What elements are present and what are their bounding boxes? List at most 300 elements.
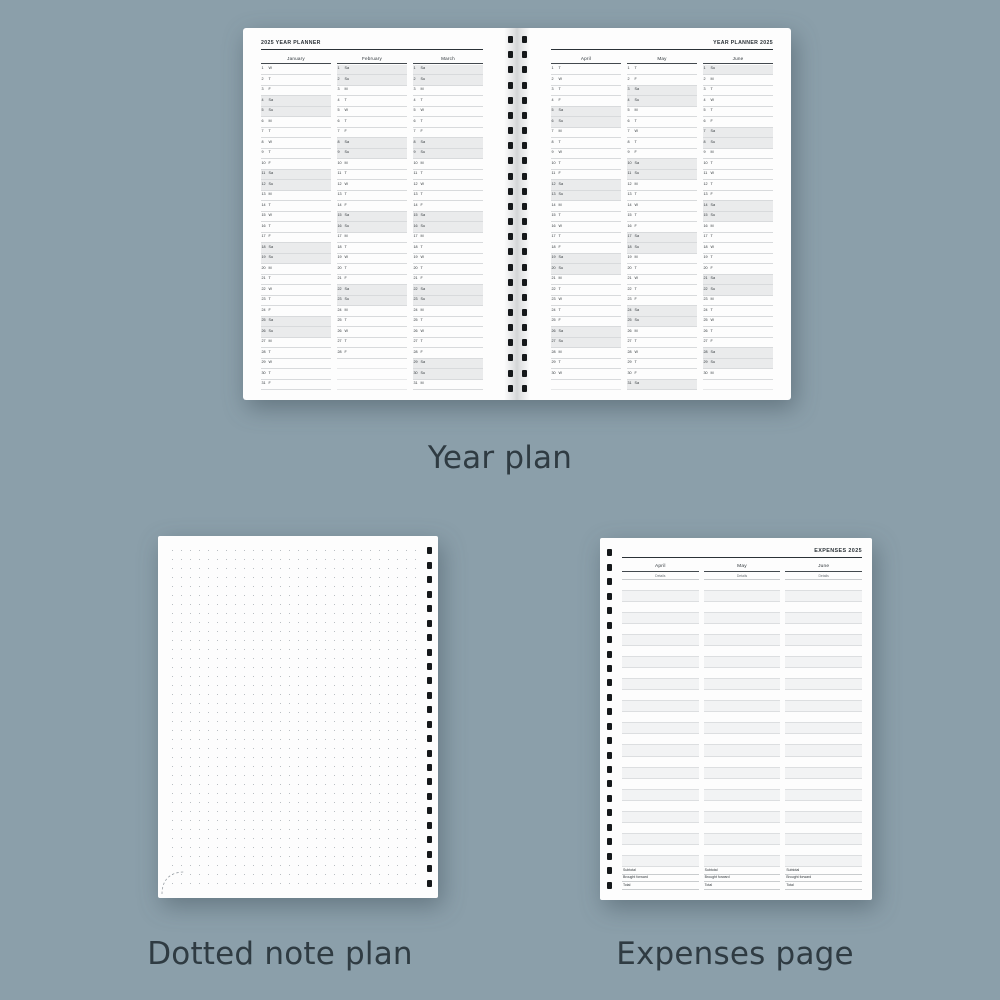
day-row[interactable] [703, 275, 773, 286]
day-number: 27 [413, 339, 418, 344]
day-row[interactable] [337, 348, 407, 359]
day-row[interactable] [627, 86, 697, 97]
expenses-entry-line[interactable] [704, 845, 781, 856]
day-row[interactable] [627, 359, 697, 370]
day-row[interactable] [337, 138, 407, 149]
day-row[interactable] [703, 117, 773, 128]
day-weekday: T [558, 139, 561, 144]
expenses-entry-line[interactable] [622, 668, 699, 679]
day-number: 11 [337, 171, 342, 176]
expenses-entry-line[interactable] [704, 657, 781, 668]
day-row[interactable] [551, 96, 621, 107]
day-row[interactable] [703, 243, 773, 254]
expenses-totals [622, 867, 699, 890]
expenses-entry-line[interactable] [704, 801, 781, 812]
day-row[interactable] [337, 86, 407, 97]
expenses-entry-line[interactable] [785, 580, 862, 591]
expenses-entry-line[interactable] [622, 635, 699, 646]
day-row[interactable] [337, 233, 407, 244]
day-row[interactable] [627, 96, 697, 107]
day-row[interactable] [627, 149, 697, 160]
day-row[interactable] [551, 254, 621, 265]
day-row[interactable] [551, 180, 621, 191]
binding-ring [522, 279, 527, 286]
day-row[interactable] [703, 306, 773, 317]
expenses-entry-line[interactable] [622, 580, 699, 591]
day-row[interactable] [413, 128, 483, 139]
day-row[interactable] [413, 222, 483, 233]
expenses-entry-line[interactable] [785, 668, 862, 679]
day-row[interactable] [551, 359, 621, 370]
expenses-entry-line[interactable] [622, 757, 699, 768]
day-row[interactable] [703, 138, 773, 149]
day-row[interactable] [703, 348, 773, 359]
day-row[interactable] [703, 107, 773, 118]
day-row[interactable] [627, 159, 697, 170]
day-row[interactable] [627, 180, 697, 191]
day-row[interactable] [413, 191, 483, 202]
day-row[interactable] [627, 191, 697, 202]
day-row[interactable] [261, 348, 331, 359]
expenses-entry-line[interactable] [622, 834, 699, 845]
day-row[interactable] [413, 75, 483, 86]
expenses-entry-line[interactable] [704, 723, 781, 734]
day-row[interactable] [337, 159, 407, 170]
expenses-entry-line[interactable] [704, 823, 781, 834]
day-row[interactable] [627, 75, 697, 86]
day-row[interactable] [551, 212, 621, 223]
expenses-entry-line[interactable] [704, 856, 781, 867]
expenses-entry-line[interactable] [622, 613, 699, 624]
expenses-entry-line[interactable] [785, 856, 862, 867]
day-row[interactable] [627, 138, 697, 149]
expenses-entry-line[interactable] [622, 845, 699, 856]
day-row[interactable] [703, 327, 773, 338]
expenses-entry-line[interactable] [622, 701, 699, 712]
expenses-entry-line[interactable] [622, 734, 699, 745]
day-row[interactable] [703, 212, 773, 223]
expenses-entry-line[interactable] [704, 602, 781, 613]
day-row[interactable] [627, 243, 697, 254]
expenses-entry-line[interactable] [704, 834, 781, 845]
day-row[interactable] [337, 107, 407, 118]
expenses-entry-line[interactable] [785, 845, 862, 856]
expenses-entry-line[interactable] [785, 823, 862, 834]
day-row[interactable] [413, 96, 483, 107]
expenses-entry-line[interactable] [704, 812, 781, 823]
day-row[interactable] [261, 254, 331, 265]
day-number: 23 [551, 297, 556, 302]
day-number: 3 [551, 87, 554, 92]
expenses-entry-line[interactable] [704, 690, 781, 701]
month-name: May [627, 56, 697, 64]
expenses-entry-line[interactable] [622, 591, 699, 602]
day-row[interactable] [413, 180, 483, 191]
expenses-entry-line[interactable] [704, 734, 781, 745]
day-row[interactable] [627, 254, 697, 265]
expenses-entry-line[interactable] [704, 790, 781, 801]
day-row[interactable] [261, 275, 331, 286]
day-row[interactable] [261, 86, 331, 97]
day-row[interactable] [413, 317, 483, 328]
day-row[interactable] [703, 170, 773, 181]
day-row[interactable] [413, 369, 483, 380]
expenses-entry-line[interactable] [704, 679, 781, 690]
day-row[interactable] [551, 128, 621, 139]
day-number: 31 [413, 381, 418, 386]
expenses-entry-line[interactable] [622, 646, 699, 657]
expenses-entry-line[interactable] [622, 679, 699, 690]
day-row[interactable] [261, 296, 331, 307]
expenses-entry-line[interactable] [704, 768, 781, 779]
day-row[interactable] [703, 264, 773, 275]
expenses-entry-line[interactable] [622, 602, 699, 613]
binding-ring [607, 665, 612, 672]
day-row[interactable] [703, 222, 773, 233]
day-row[interactable] [261, 369, 331, 380]
year-planner-spread[interactable] [243, 28, 791, 400]
day-row[interactable] [627, 296, 697, 307]
day-row[interactable] [413, 285, 483, 296]
expenses-entry-line[interactable] [785, 624, 862, 635]
day-row[interactable] [551, 233, 621, 244]
expenses-entry-line[interactable] [622, 812, 699, 823]
day-row[interactable] [551, 107, 621, 118]
day-row[interactable] [413, 254, 483, 265]
day-row[interactable] [551, 159, 621, 170]
day-row[interactable] [261, 285, 331, 296]
expenses-entry-line[interactable] [785, 712, 862, 723]
day-row[interactable] [261, 212, 331, 223]
expenses-entry-line[interactable] [622, 768, 699, 779]
day-row[interactable] [627, 212, 697, 223]
day-row[interactable] [337, 180, 407, 191]
day-number: 15 [703, 213, 708, 218]
expenses-entry-line[interactable] [622, 823, 699, 834]
day-number: 10 [627, 160, 632, 165]
expenses-entry-line[interactable] [704, 580, 781, 591]
day-row[interactable] [261, 338, 331, 349]
day-number: 11 [703, 171, 708, 176]
day-row[interactable] [337, 117, 407, 128]
day-row[interactable] [413, 264, 483, 275]
day-row[interactable] [703, 254, 773, 265]
day-row[interactable] [703, 285, 773, 296]
day-row[interactable] [627, 380, 697, 391]
day-row[interactable] [703, 233, 773, 244]
day-row[interactable] [413, 170, 483, 181]
expenses-entry-line[interactable] [704, 646, 781, 657]
day-row[interactable] [627, 317, 697, 328]
expenses-entry-line[interactable] [622, 690, 699, 701]
day-row[interactable] [413, 275, 483, 286]
expenses-entry-line[interactable] [704, 712, 781, 723]
day-row[interactable] [627, 107, 697, 118]
day-row[interactable] [337, 254, 407, 265]
day-weekday: T [710, 181, 713, 186]
day-row[interactable] [413, 201, 483, 212]
expenses-entry-line[interactable] [785, 745, 862, 756]
day-row[interactable] [337, 170, 407, 181]
expenses-entry-line[interactable] [704, 779, 781, 790]
day-row[interactable] [337, 285, 407, 296]
day-row[interactable] [261, 264, 331, 275]
day-row[interactable] [337, 191, 407, 202]
day-row[interactable] [261, 243, 331, 254]
expenses-entry-line[interactable] [704, 635, 781, 646]
day-weekday: F [344, 129, 347, 134]
expenses-entry-line[interactable] [785, 812, 862, 823]
day-row[interactable] [261, 138, 331, 149]
expenses-entry-line[interactable] [785, 690, 862, 701]
day-row[interactable] [261, 65, 331, 76]
binding-ring [508, 36, 513, 43]
day-row[interactable] [703, 338, 773, 349]
day-row[interactable] [551, 306, 621, 317]
day-row[interactable] [337, 296, 407, 307]
day-row[interactable] [703, 317, 773, 328]
expenses-entry-line[interactable] [785, 790, 862, 801]
day-row[interactable] [413, 338, 483, 349]
expenses-entry-line[interactable] [622, 712, 699, 723]
day-row[interactable] [337, 201, 407, 212]
expenses-entry-line[interactable] [704, 591, 781, 602]
day-row[interactable] [551, 317, 621, 328]
day-row[interactable] [261, 327, 331, 338]
day-weekday: Su [710, 213, 716, 218]
day-row[interactable] [337, 327, 407, 338]
day-row[interactable] [703, 128, 773, 139]
day-row[interactable] [551, 65, 621, 76]
day-row[interactable] [703, 369, 773, 380]
day-weekday: Sa [420, 139, 426, 144]
day-row[interactable] [261, 180, 331, 191]
day-row[interactable] [627, 348, 697, 359]
day-row[interactable] [551, 348, 621, 359]
day-weekday: T [268, 276, 271, 281]
day-row[interactable] [337, 275, 407, 286]
day-row[interactable] [703, 96, 773, 107]
day-row[interactable] [627, 275, 697, 286]
day-row[interactable] [703, 359, 773, 370]
expenses-entry-line[interactable] [785, 679, 862, 690]
day-row[interactable] [627, 285, 697, 296]
expenses-entry-line[interactable] [785, 613, 862, 624]
day-row[interactable] [627, 128, 697, 139]
day-row[interactable] [551, 369, 621, 380]
day-row[interactable] [627, 201, 697, 212]
day-row[interactable] [413, 327, 483, 338]
expenses-entry-line[interactable] [785, 834, 862, 845]
day-row[interactable] [703, 201, 773, 212]
binding-ring [427, 793, 432, 800]
day-row[interactable] [413, 159, 483, 170]
day-row[interactable] [337, 212, 407, 223]
day-row[interactable] [551, 201, 621, 212]
day-number: 9 [413, 150, 416, 155]
expenses-entry-line[interactable] [622, 790, 699, 801]
day-row[interactable] [627, 264, 697, 275]
expenses-entry-line[interactable] [622, 779, 699, 790]
expenses-entry-line[interactable] [785, 657, 862, 668]
day-row[interactable] [413, 138, 483, 149]
expenses-entry-line[interactable] [622, 801, 699, 812]
day-weekday: T [344, 265, 347, 270]
day-number: 10 [413, 160, 418, 165]
expenses-entry-line[interactable] [785, 602, 862, 613]
day-row[interactable] [627, 222, 697, 233]
day-weekday: Sa [634, 381, 640, 386]
expenses-entry-line[interactable] [785, 779, 862, 790]
day-weekday: T [634, 139, 637, 144]
day-row[interactable] [261, 107, 331, 118]
day-row[interactable] [337, 222, 407, 233]
day-row[interactable] [413, 296, 483, 307]
day-number: 26 [413, 328, 418, 333]
dotted-note-page[interactable] [158, 536, 438, 898]
expenses-entry-line[interactable] [785, 701, 862, 712]
day-row[interactable] [261, 380, 331, 391]
day-row[interactable] [337, 96, 407, 107]
day-row[interactable] [337, 306, 407, 317]
day-row[interactable] [551, 327, 621, 338]
day-weekday: T [634, 192, 637, 197]
day-row[interactable] [261, 117, 331, 128]
day-row[interactable] [261, 75, 331, 86]
day-row[interactable] [551, 138, 621, 149]
expenses-entry-line[interactable] [785, 723, 862, 734]
day-row[interactable] [413, 107, 483, 118]
expenses-entry-line[interactable] [785, 757, 862, 768]
day-row[interactable] [261, 222, 331, 233]
day-row[interactable] [703, 86, 773, 97]
day-row[interactable] [551, 264, 621, 275]
expenses-entry-line[interactable] [704, 613, 781, 624]
day-row[interactable] [627, 233, 697, 244]
day-row[interactable] [627, 117, 697, 128]
expenses-entry-line[interactable] [622, 856, 699, 867]
day-row[interactable] [261, 159, 331, 170]
day-number: 7 [551, 129, 554, 134]
expenses-entry-line[interactable] [704, 668, 781, 679]
day-row[interactable] [551, 75, 621, 86]
expenses-entry-line[interactable] [785, 768, 862, 779]
expenses-entry-line[interactable] [704, 624, 781, 635]
expenses-entry-line[interactable] [785, 591, 862, 602]
day-row[interactable] [551, 86, 621, 97]
day-row[interactable] [703, 149, 773, 160]
expenses-entry-line[interactable] [622, 723, 699, 734]
day-row[interactable] [337, 65, 407, 76]
day-row[interactable] [627, 170, 697, 181]
day-row[interactable] [261, 359, 331, 370]
day-row[interactable] [413, 359, 483, 370]
day-row[interactable] [261, 233, 331, 244]
binding-ring [427, 764, 432, 771]
day-row[interactable] [703, 296, 773, 307]
day-row[interactable] [551, 338, 621, 349]
day-row[interactable] [413, 117, 483, 128]
day-row[interactable] [261, 306, 331, 317]
expenses-entry-line[interactable] [704, 745, 781, 756]
day-row[interactable] [703, 65, 773, 76]
expenses-entry-line[interactable] [785, 801, 862, 812]
binding-ring [508, 294, 513, 301]
day-row[interactable] [627, 65, 697, 76]
day-row[interactable] [261, 201, 331, 212]
day-number: 15 [551, 213, 556, 218]
day-row[interactable] [703, 159, 773, 170]
day-row[interactable] [551, 275, 621, 286]
day-row[interactable] [703, 75, 773, 86]
day-row[interactable] [627, 369, 697, 380]
day-row[interactable] [261, 149, 331, 160]
day-row[interactable] [703, 180, 773, 191]
day-row[interactable] [551, 285, 621, 296]
expenses-entry-line[interactable] [622, 624, 699, 635]
day-row[interactable] [413, 380, 483, 391]
expenses-entry-line[interactable] [785, 646, 862, 657]
day-row[interactable] [551, 117, 621, 128]
day-row[interactable] [261, 170, 331, 181]
day-row[interactable] [413, 348, 483, 359]
day-row[interactable] [337, 264, 407, 275]
day-row[interactable] [627, 327, 697, 338]
day-row[interactable] [413, 233, 483, 244]
day-weekday: T [634, 118, 637, 123]
day-row[interactable] [413, 65, 483, 76]
day-row[interactable] [413, 86, 483, 97]
day-row[interactable] [551, 191, 621, 202]
day-row[interactable] [551, 149, 621, 160]
day-row[interactable] [551, 170, 621, 181]
day-weekday: T [344, 171, 347, 176]
expenses-entry-line[interactable] [704, 701, 781, 712]
day-row[interactable] [627, 306, 697, 317]
expenses-entry-line[interactable] [785, 734, 862, 745]
expenses-entry-line[interactable] [704, 757, 781, 768]
day-row[interactable] [337, 243, 407, 254]
day-weekday: W [710, 244, 714, 249]
day-row[interactable] [551, 243, 621, 254]
day-row[interactable] [413, 212, 483, 223]
day-row[interactable] [261, 128, 331, 139]
day-row[interactable] [261, 96, 331, 107]
day-row[interactable] [337, 149, 407, 160]
day-row[interactable] [337, 128, 407, 139]
expenses-entry-line[interactable] [622, 657, 699, 668]
day-number: 28 [261, 349, 266, 354]
day-row[interactable] [551, 296, 621, 307]
expenses-entry-line[interactable] [622, 745, 699, 756]
day-row[interactable] [261, 317, 331, 328]
day-weekday: W [420, 108, 424, 113]
expenses-entry-line[interactable] [785, 635, 862, 646]
day-row[interactable] [413, 243, 483, 254]
expenses-details-header: Details [704, 572, 781, 580]
day-row[interactable] [337, 317, 407, 328]
expenses-page[interactable] [600, 538, 872, 900]
day-number: 25 [413, 318, 418, 323]
day-row[interactable] [627, 338, 697, 349]
day-row[interactable] [413, 149, 483, 160]
day-row[interactable] [261, 191, 331, 202]
day-row[interactable] [413, 306, 483, 317]
day-row[interactable] [337, 75, 407, 86]
day-row[interactable] [703, 191, 773, 202]
day-row[interactable] [337, 338, 407, 349]
day-row[interactable] [551, 222, 621, 233]
